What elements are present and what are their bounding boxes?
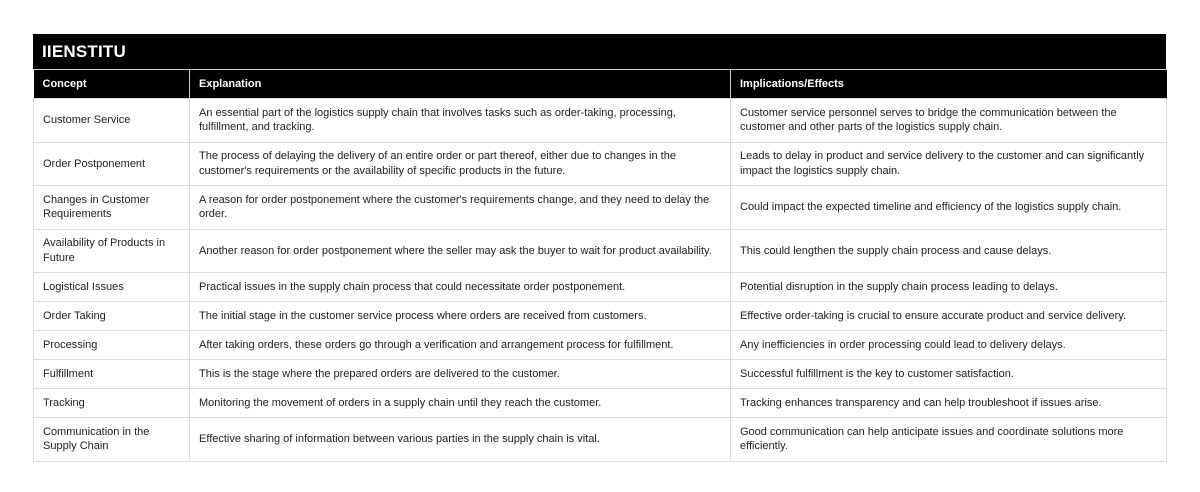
explanation-cell: This is the stage where the prepared orders are delivered to the customer. — [190, 360, 731, 389]
effect-cell: Effective order-taking is crucial to ensure accurate product and service delivery. — [731, 302, 1167, 331]
brand-banner: IIENSTITU — [33, 34, 1166, 69]
concept-table — [33, 69, 1167, 462]
header-explanation: Explanation — [190, 70, 731, 99]
explanation-cell: An essential part of the logistics supply chain that involves tasks such as order-taking, processing, fulfillment, and tracking. — [190, 99, 731, 143]
concept-cell: Order Postponement — [34, 142, 190, 186]
table-row — [34, 186, 1167, 230]
effect-cell: Potential disruption in the supply chain process leading to delays. — [731, 273, 1167, 302]
table-row — [34, 418, 1167, 462]
effect-cell: Leads to delay in product and service delivery to the customer and can significantly impact the logistics supply chain. — [731, 142, 1167, 186]
header-row — [34, 70, 1167, 99]
table-row — [34, 229, 1167, 273]
effect-cell: Any inefficiencies in order processing could lead to delivery delays. — [731, 331, 1167, 360]
table-row — [34, 142, 1167, 186]
concept-cell: Communication in the Supply Chain — [34, 418, 190, 462]
concept-cell: Customer Service — [34, 99, 190, 143]
concept-cell: Logistical Issues — [34, 273, 190, 302]
table-row — [34, 273, 1167, 302]
explanation-cell: After taking orders, these orders go through a verification and arrangement process for fulfillment. — [190, 331, 731, 360]
concept-cell: Changes in Customer Requirements — [34, 186, 190, 230]
effect-cell: Good communication can help anticipate issues and coordinate solutions more efficiently. — [731, 418, 1167, 462]
effect-cell: Successful fulfillment is the key to customer satisfaction. — [731, 360, 1167, 389]
header-concept: Concept — [34, 70, 190, 99]
explanation-cell: Monitoring the movement of orders in a supply chain until they reach the customer. — [190, 389, 731, 418]
effect-cell: This could lengthen the supply chain process and cause delays. — [731, 229, 1167, 273]
explanation-cell: Practical issues in the supply chain process that could necessitate order postponement. — [190, 273, 731, 302]
concept-cell: Order Taking — [34, 302, 190, 331]
table-row — [34, 389, 1167, 418]
table-row — [34, 302, 1167, 331]
explanation-cell: The initial stage in the customer service process where orders are received from customers. — [190, 302, 731, 331]
effect-cell: Tracking enhances transparency and can help troubleshoot if issues arise. — [731, 389, 1167, 418]
concept-table-card — [33, 34, 1166, 462]
explanation-cell: Another reason for order postponement where the seller may ask the buyer to wait for product availability. — [190, 229, 731, 273]
explanation-cell: A reason for order postponement where the customer's requirements change, and they need to delay the order. — [190, 186, 731, 230]
effect-cell: Customer service personnel serves to bridge the communication between the customer and other parts of the logistics supply chain. — [731, 99, 1167, 143]
explanation-cell: The process of delaying the delivery of an entire order or part thereof, either due to changes in the customer's requirements or the availability of specific products in the future. — [190, 142, 731, 186]
effect-cell: Could impact the expected timeline and efficiency of the logistics supply chain. — [731, 186, 1167, 230]
table-row — [34, 360, 1167, 389]
concept-cell: Fulfillment — [34, 360, 190, 389]
concept-cell: Availability of Products in Future — [34, 229, 190, 273]
concept-cell: Tracking — [34, 389, 190, 418]
table-row — [34, 331, 1167, 360]
table-row — [34, 99, 1167, 143]
header-implications: Implications/Effects — [731, 70, 1167, 99]
concept-cell: Processing — [34, 331, 190, 360]
explanation-cell: Effective sharing of information between various parties in the supply chain is vital. — [190, 418, 731, 462]
